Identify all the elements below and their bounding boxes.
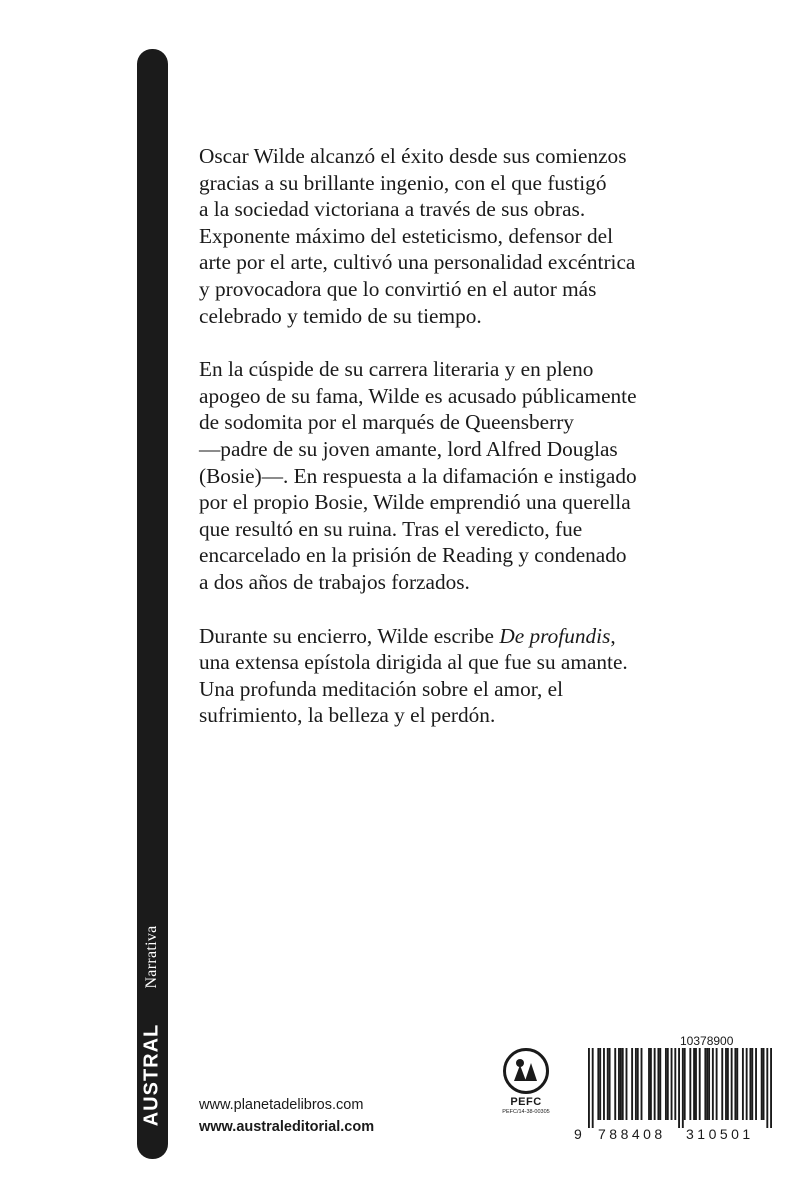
- barcode-bar: [614, 1048, 616, 1120]
- barcode-bar: [734, 1048, 736, 1120]
- barcode-bar: [712, 1048, 714, 1120]
- barcode-bar: [592, 1048, 594, 1128]
- barcode-bar: [609, 1048, 611, 1120]
- pefc-label: PEFC: [510, 1096, 542, 1108]
- blurb-line: Exponente máximo del esteticismo, defensor del: [199, 223, 613, 248]
- publisher-links: [199, 1094, 374, 1138]
- blurb-line: a dos años de trabajos forzados.: [199, 569, 470, 594]
- barcode-bar: [731, 1048, 733, 1120]
- blurb-line: (Bosie)—. En respuesta a la difamación e instigado: [199, 463, 637, 488]
- barcode-bar: [763, 1048, 765, 1120]
- barcode-bar: [622, 1048, 624, 1120]
- link-planetadelibros[interactable]: www.planetadelibros.com: [199, 1097, 364, 1113]
- blurb-line: una extensa epístola dirigida al que fue su amante.: [199, 650, 628, 675]
- barcode-bar: [704, 1048, 706, 1120]
- pefc-logo-icon: [503, 1048, 549, 1094]
- blurb-line: —padre de su joven amante, lord Alfred Douglas: [199, 436, 618, 461]
- barcode-bar: [736, 1048, 738, 1120]
- blurb-paragraph-2: [199, 356, 759, 595]
- blurb-line: sufrimiento, la belleza y el perdón.: [199, 703, 496, 728]
- barcode-bar: [716, 1048, 718, 1120]
- barcode-bar: [751, 1048, 753, 1120]
- blurb-line: apogeo de su fama, Wilde es acusado públicamente: [199, 383, 637, 408]
- barcode-bar: [597, 1048, 599, 1120]
- barcode-bar: [727, 1048, 729, 1120]
- spine-genre-label: Narrativa: [143, 925, 160, 989]
- barcode-bar: [650, 1048, 652, 1120]
- barcode-digit-group: 310501: [686, 1126, 754, 1142]
- barcode-bar: [603, 1048, 605, 1120]
- barcode-bar: [618, 1048, 620, 1120]
- pefc-code: PEFC/14-38-00305: [502, 1109, 550, 1115]
- spine-brand-logo: AUSTRAL: [140, 1023, 163, 1127]
- barcode-bars: [588, 1048, 772, 1128]
- spine-bar: [137, 49, 168, 1159]
- blurb-line: arte por el arte, cultivó una personalidad excéntrica: [199, 250, 636, 275]
- book-title: De profundis: [499, 623, 611, 648]
- barcode-digit-group: 9: [574, 1126, 582, 1142]
- barcode-bar: [684, 1048, 686, 1120]
- barcode-bar: [626, 1048, 628, 1120]
- barcode-bar: [746, 1048, 748, 1120]
- barcode-bar: [648, 1048, 650, 1120]
- barcode-bar: [665, 1048, 667, 1120]
- blurb-line: gracias a su brillante ingenio, con el que fustigó: [199, 170, 607, 195]
- barcode-bar: [755, 1048, 757, 1120]
- blurb-text: ,: [610, 623, 616, 648]
- blurb-line: [199, 623, 759, 650]
- blurb-line: encarcelado en la prisión de Reading y condenado: [199, 543, 627, 568]
- barcode-bar: [607, 1048, 609, 1120]
- barcode-bar: [699, 1048, 701, 1120]
- blurb-line: celebrado y temido de su tiempo.: [199, 303, 482, 328]
- barcode-bar: [770, 1048, 772, 1128]
- blurb-paragraph-3: [199, 623, 759, 729]
- blurb-paragraph-1: [199, 143, 759, 329]
- barcode-bar: [749, 1048, 751, 1120]
- blurb-line: En la cúspide de su carrera literaria y en pleno: [199, 357, 594, 382]
- barcode-bar: [693, 1048, 695, 1120]
- barcode-bar: [599, 1048, 601, 1120]
- barcode-bar: [659, 1048, 661, 1120]
- barcode-bar: [654, 1048, 656, 1120]
- blurb-text: Durante su encierro, Wilde escribe: [199, 623, 500, 648]
- blurb-line: que resultó en su ruina. Tras el veredicto, fue: [199, 516, 583, 541]
- barcode-bar: [657, 1048, 659, 1120]
- blurb-line: de sodomita por el marqués de Queensberry: [199, 410, 574, 435]
- isbn-barcode: [574, 1048, 774, 1162]
- barcode-bar: [689, 1048, 691, 1120]
- barcode-bar: [695, 1048, 697, 1120]
- barcode-bar: [620, 1048, 622, 1120]
- barcode-bar: [725, 1048, 727, 1120]
- barcode-bar: [631, 1048, 633, 1120]
- barcode-digit-group: 788408: [598, 1126, 666, 1142]
- barcode-bar: [706, 1048, 708, 1120]
- barcode-bar: [641, 1048, 643, 1120]
- blurb-line: a la sociedad victoriana a través de sus obras.: [199, 197, 586, 222]
- pefc-certification: [500, 1048, 552, 1115]
- back-cover-blurb: [199, 143, 759, 756]
- blurb-line: Oscar Wilde alcanzó el éxito desde sus comienzos: [199, 144, 627, 168]
- barcode-bar: [637, 1048, 639, 1120]
- barcode-bar: [635, 1048, 637, 1120]
- product-code: 10378900: [680, 1034, 734, 1048]
- barcode-bar: [742, 1048, 744, 1120]
- barcode-bar: [721, 1048, 723, 1120]
- barcode-bar: [588, 1048, 590, 1128]
- barcode-bar: [674, 1048, 676, 1120]
- barcode-bar: [682, 1048, 684, 1128]
- barcode-bar: [766, 1048, 768, 1128]
- blurb-line: y provocadora que lo convirtió en el autor más: [199, 276, 597, 301]
- blurb-line: por el propio Bosie, Wilde emprendió una querella: [199, 490, 631, 515]
- barcode-bar: [678, 1048, 680, 1128]
- barcode-bar: [761, 1048, 763, 1120]
- link-australeditorial[interactable]: www.australeditorial.com: [199, 1119, 375, 1135]
- barcode-bar: [667, 1048, 669, 1120]
- barcode-bar: [671, 1048, 673, 1120]
- blurb-line: Una profunda meditación sobre el amor, el: [199, 676, 564, 701]
- barcode-bar: [708, 1048, 710, 1120]
